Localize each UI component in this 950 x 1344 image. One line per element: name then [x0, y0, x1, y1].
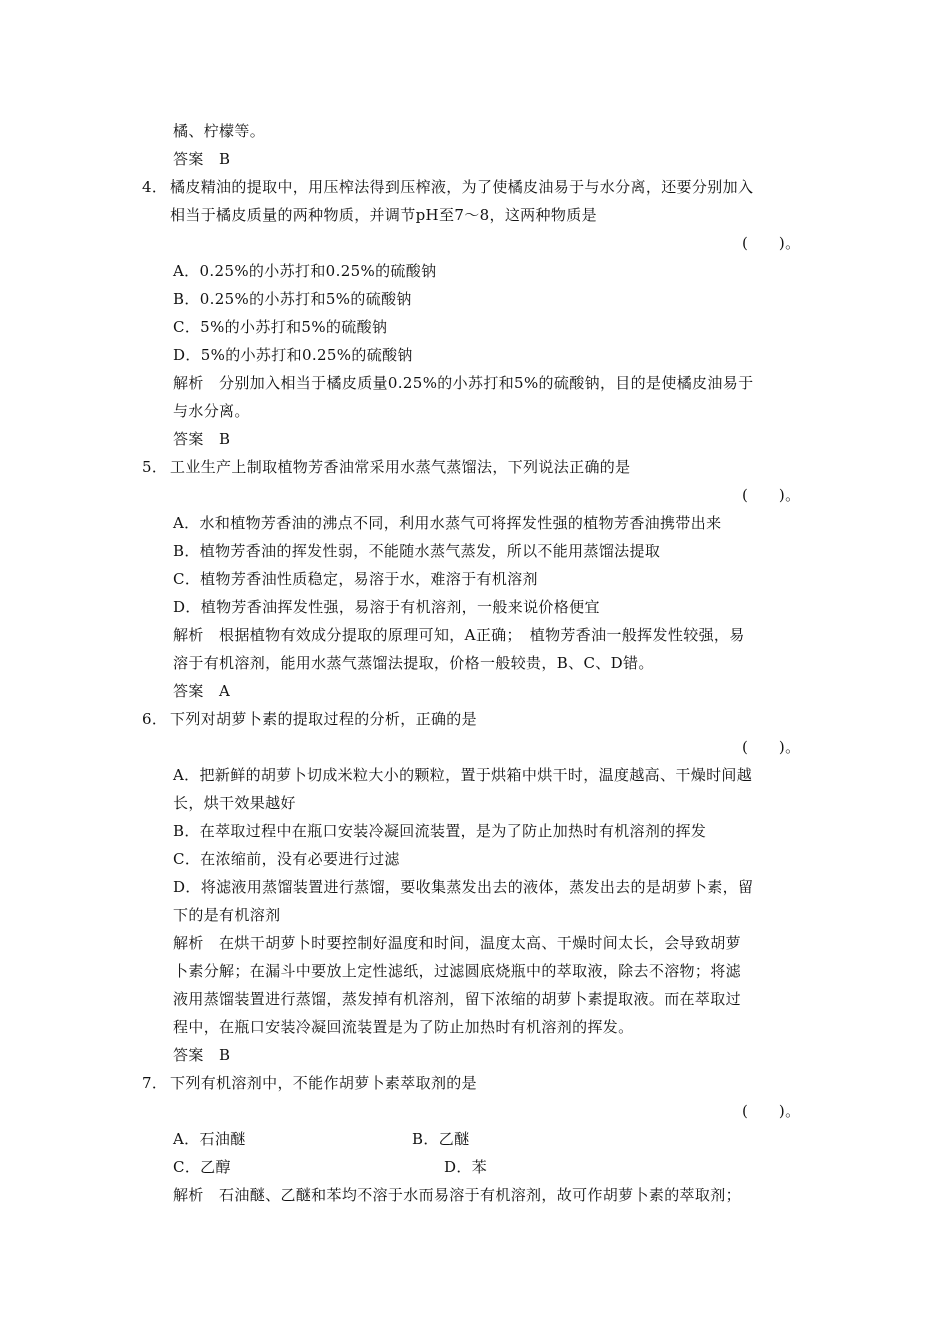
option-b: B．在萃取过程中在瓶口安装冷凝回流装置，是为了防止加热时有机溶剂的挥发	[173, 822, 707, 840]
explanation: 解析 分别加入相当于橘皮质量0.25%的小苏打和5%的硫酸钠，目的是使橘皮油易于	[173, 374, 754, 392]
option-d: D．植物芳香油挥发性强，易溶于有机溶剂，一般来说价格便宜	[173, 598, 600, 616]
question-4-number: 4．	[142, 178, 168, 196]
option-b: B．乙醚	[412, 1130, 470, 1148]
question-6-stem: 下列对胡萝卜素的提取过程的分析，正确的是	[170, 710, 478, 728]
explanation: 解析 石油醚、乙醚和苯均不溶于水而易溶于有机溶剂，故可作胡萝卜素的萃取剂；	[173, 1186, 741, 1204]
option-d: D．将滤液用蒸馏装置进行蒸馏，要收集蒸发出去的液体，蒸发出去的是胡萝卜素，留	[173, 878, 754, 896]
option-a: A．把新鲜的胡萝卜切成米粒大小的颗粒，置于烘箱中烘干时，温度越高、干燥时间越	[173, 766, 753, 784]
question-4-stem: 相当于橘皮质量的两种物质，并调节pH至7～8，这两种物质是	[170, 206, 597, 224]
option-d: D．苯	[444, 1158, 488, 1176]
answer-blank: ( )。	[742, 1102, 801, 1120]
option-d: D．5%的小苏打和0.25%的硫酸钠	[173, 346, 413, 364]
option-a: A．0.25%的小苏打和0.25%的硫酸钠	[173, 262, 437, 280]
option-c: C．5%的小苏打和5%的硫酸钠	[173, 318, 388, 336]
question-7-stem: 下列有机溶剂中，不能作胡萝卜素萃取剂的是	[170, 1074, 478, 1092]
explanation: 卜素分解；在漏斗中要放上定性滤纸，过滤圆底烧瓶中的萃取液，除去不溶物；将滤	[173, 962, 741, 980]
explanation: 液用蒸馏装置进行蒸馏，蒸发掉有机溶剂，留下浓缩的胡萝卜素提取液。而在萃取过	[173, 990, 741, 1008]
question-4-stem: 橘皮精油的提取中，用压榨法得到压榨液，为了使橘皮油易于与水分离，还要分别加入	[170, 178, 754, 196]
question-6-number: 6．	[142, 710, 168, 728]
answer-blank: ( )。	[742, 234, 801, 252]
option-a: A．水和植物芳香油的沸点不同，利用水蒸气可将挥发性强的植物芳香油携带出来	[173, 514, 722, 532]
text-line: 橘、柠檬等。	[173, 122, 266, 140]
option-a: 长，烘干效果越好	[173, 794, 296, 812]
answer-line: 答案 B	[173, 150, 231, 168]
explanation: 解析 根据植物有效成分提取的原理可知，A正确； 植物芳香油一般挥发性较强，易	[173, 626, 745, 644]
explanation: 程中，在瓶口安装冷凝回流装置是为了防止加热时有机溶剂的挥发。	[173, 1018, 634, 1036]
option-b: B．植物芳香油的挥发性弱，不能随水蒸气蒸发，所以不能用蒸馏法提取	[173, 542, 661, 560]
question-5-stem: 工业生产上制取植物芳香油常采用水蒸气蒸馏法，下列说法正确的是	[170, 458, 631, 476]
option-c: C．在浓缩前，没有必要进行过滤	[173, 850, 400, 868]
answer-line: 答案 A	[173, 682, 231, 700]
answer-line: 答案 B	[173, 430, 231, 448]
answer-blank: ( )。	[742, 738, 801, 756]
option-c: C．乙醇	[173, 1158, 231, 1176]
question-7-number: 7．	[142, 1074, 168, 1092]
option-d: 下的是有机溶剂	[173, 906, 281, 924]
answer-blank: ( )。	[742, 486, 801, 504]
option-a: A．石油醚	[173, 1130, 246, 1148]
explanation: 解析 在烘干胡萝卜时要控制好温度和时间，温度太高、干燥时间太长，会导致胡萝	[173, 934, 741, 952]
option-c: C．植物芳香油性质稳定，易溶于水，难溶于有机溶剂	[173, 570, 538, 588]
explanation: 与水分离。	[173, 402, 250, 420]
question-5-number: 5．	[142, 458, 168, 476]
explanation: 溶于有机溶剂，能用水蒸气蒸馏法提取，价格一般较贵，B、C、D错。	[173, 654, 654, 672]
option-b: B．0.25%的小苏打和5%的硫酸钠	[173, 290, 412, 308]
answer-line: 答案 B	[173, 1046, 231, 1064]
